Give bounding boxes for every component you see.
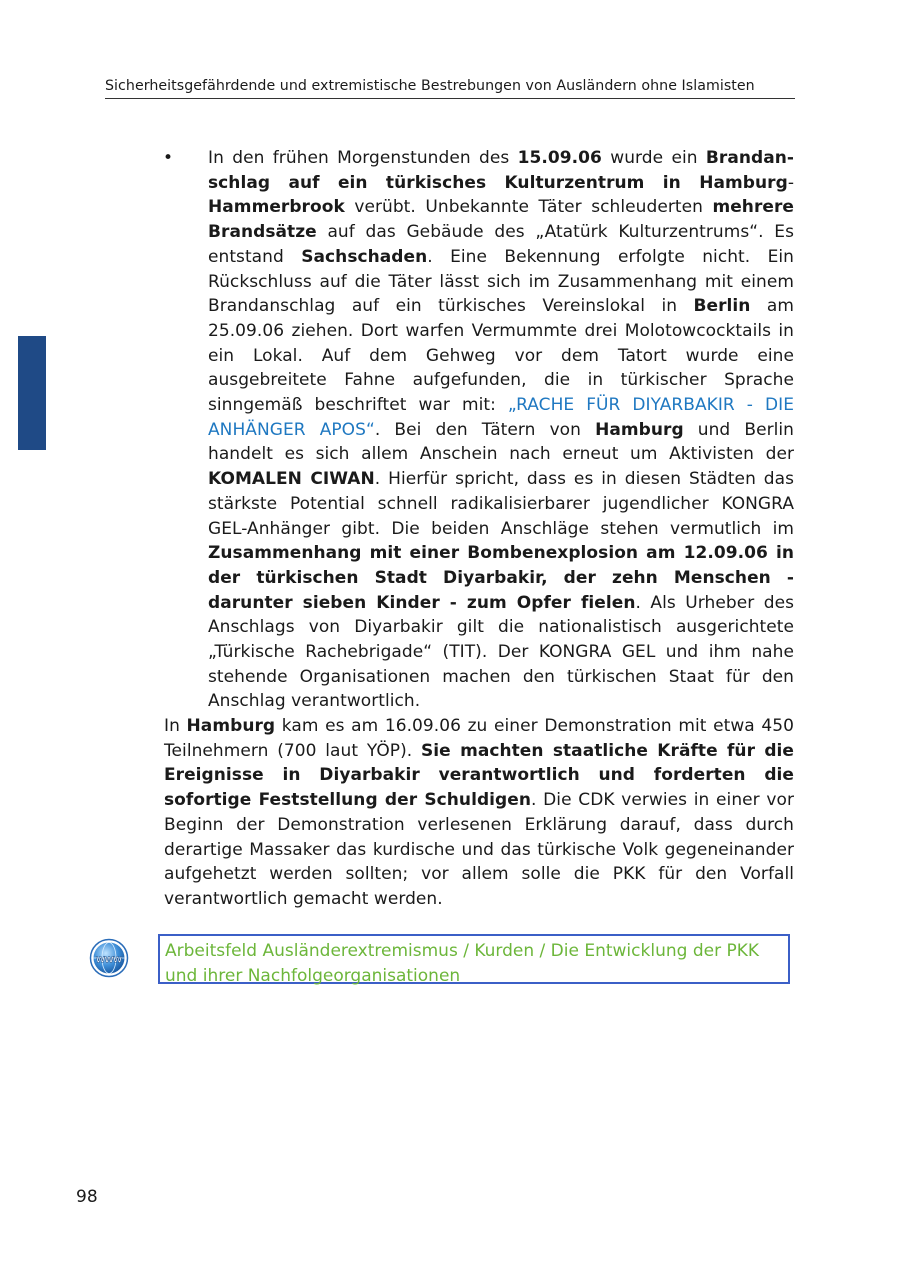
chapter-side-tab xyxy=(18,336,46,450)
www-icon-label: www xyxy=(96,953,122,966)
bold-text-segment: Hammerbrook xyxy=(208,197,345,218)
bold-text-segment: mehrere Brandsätze xyxy=(208,197,794,243)
text-segment: - xyxy=(787,172,794,193)
bold-text-segment: Berlin xyxy=(693,296,751,317)
text-segment: verübt. Unbekannte Täter schleuderten xyxy=(344,197,713,218)
running-header: Sicherheitsgefährdende und extremistische Bestrebungen von Ausländern ohne Islamisten xyxy=(105,76,795,99)
bold-text-segment: Sie machten staatliche Kräfte für die Ereignisse in Diyarbakir verantwortlich und forderten die sofortige Feststellung der Schuldigen xyxy=(164,740,794,811)
text-segment: In den frühen Morgenstunden des xyxy=(208,148,518,168)
text-segment: wurde ein xyxy=(601,148,706,168)
bold-text-segment: KOMALEN CIWAN xyxy=(208,469,375,490)
bullet-symbol: • xyxy=(163,148,174,168)
text-segment: . Eine Bekennung erfolgte nicht. Ein Rückschluss auf die Täter lässt sich im Zusammenhang mit einem Brandanschlag auf ein türkisches Vereinslokal in xyxy=(208,246,795,317)
page-number: 98 xyxy=(76,1187,98,1207)
text-segment: . Als Urheber des Anschlags von Diyarbakir gilt die nationalistisch ausgerichtete „Türkische Rachebrigade“ (TIT). Der KONGRA GEL und ihm nahe stehende Organisationen machen den türkischen Staat für den Anschlag verantwortlich. xyxy=(208,592,795,712)
bold-text-segment: 15.09.06 xyxy=(517,148,602,168)
text-segment: auf das Gebäude des „Atatürk Kulturzentrums“. Es entstand xyxy=(208,222,794,267)
body-paragraph xyxy=(164,714,794,912)
web-reference-link-text[interactable]: Arbeitsfeld Ausländerextremismus / Kurden / Die Entwicklung der PKK und ihrer Nachfolgeorganisationen xyxy=(165,941,760,986)
bold-text-segment: Sachschaden xyxy=(301,246,428,267)
text-segment: . Hierfür spricht, dass es in diesen Städten das stärkste Potential schnell radikalisierbarer jugendlicher KONGRA GEL-Anhänger gibt. Die beiden Anschläge stehen vermutlich im xyxy=(208,469,794,539)
bold-text-segment: Hamburg xyxy=(186,716,276,736)
text-segment: kam es am 16.09.06 zu einer Demonstration mit etwa 450 Teilnehmern (700 laut YÖP). xyxy=(164,716,795,761)
text-segment: . Die CDK verwies in einer vor Beginn der Demonstration verlesenen Erklärung darauf, dass durch derartige Massaker das kurdische und das türkische Volk gegeneinander aufgehetzt werden sollten; vor allem solle die PKK für den Vorfall verantwortlich gemacht werden. xyxy=(164,790,795,909)
text-segment: am 25.09.06 ziehen. Dort warfen Vermummte drei Molotowcocktails in ein Lokal. Auf dem Gehweg vor dem Tatort wurde eine ausgebreitete Fahne aufgefunden, die in türkischer Sprache sinngemäß beschriftet war mit: xyxy=(208,296,794,416)
www-globe-icon xyxy=(89,938,129,978)
bold-text-segment: Brandanschlag auf ein türkisches Kulturzentrum in Hamburg xyxy=(208,148,794,193)
bold-text-segment: Hamburg xyxy=(595,419,684,440)
text-segment: . Bei den Tätern von xyxy=(374,419,596,440)
bullet-paragraph xyxy=(208,146,794,714)
web-reference-link[interactable] xyxy=(158,934,790,984)
text-segment: In xyxy=(164,716,187,736)
text-segment: und Berlin handelt es sich allem Anschein nach erneut um Aktivisten der xyxy=(208,419,795,465)
bold-text-segment: Zusammenhang mit einer Bombenexplosion am 12.09.06 in der türkischen Stadt Diyarbakir, der zehn Menschen - darunter sieben Kinder - zum Opfer fielen xyxy=(208,543,794,613)
quoted-slogan: „RACHE FÜR DIYARBAKIR - DIE ANHÄNGER APOS“ xyxy=(208,395,794,440)
